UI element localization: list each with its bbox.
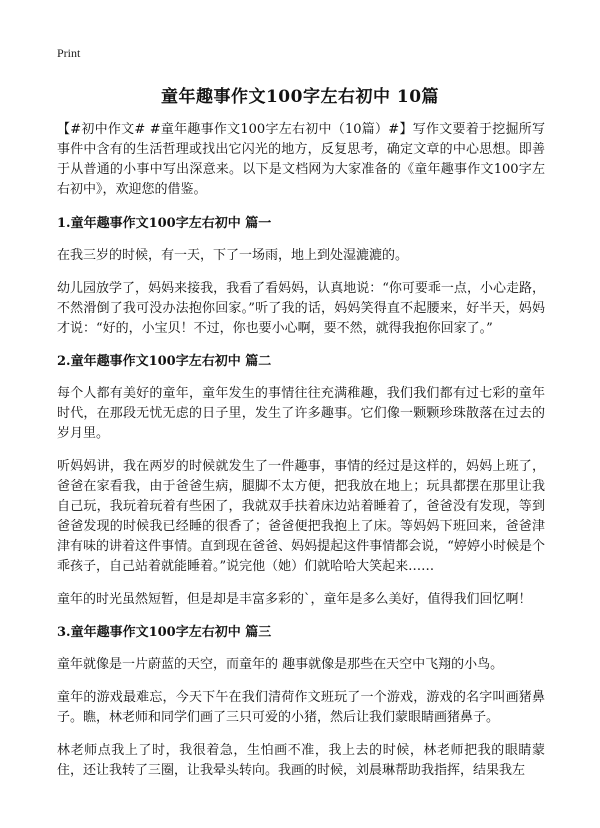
intro-paragraph: 【#初中作文# #童年趣事作文100字左右初中（10篇）#】写作文要着于挖掘所写事件中含有的生活哲理或找出它闪光的地方，反复思考，确定文章的中心思想。即善于从普通的小事中写出深意来。以下是文档网为大家准备的《童年趣事作文100字左右初中》，欢迎您的借鉴。	[57, 122, 545, 197]
paragraph: 听妈妈讲，我在两岁的时候就发生了一件趣事，事情的经过是这样的，妈妈上班了，爸爸在家看我，由于爸爸生病，腿脚不太方便，把我放在地上；玩具都摆在那里让我自己玩，我玩着玩着有些困了，我就双手扶着床边站着睡着了，爸爸没有发现，等到爸爸发现的时候我已经睡的很香了；爸爸便把我抱上了床。等妈妈下班回来，爸爸津津有味的讲着这件事情。直到现在爸爸、妈妈提起这件事情都会说，“婷婷小时候是个乖孩子，自己站着就能睡着。”说完他（她）们就哈哈大笑起来……	[57, 459, 545, 574]
section-2	[57, 352, 545, 610]
document-body	[57, 120, 545, 794]
paragraph: 童年就像是一片蔚蓝的天空，而童年的 趣事就像是那些在天空中飞翔的小鸟。	[57, 657, 504, 672]
print-label[interactable]: Print	[57, 46, 81, 60]
section-1	[57, 214, 545, 339]
paragraph: 每个人都有美好的童年，童年发生的事情往往充满稚趣，我们我们都有过七彩的童年时代，在那段无忧无虑的日子里，发生了许多趣事。它们像一颗颗珍珠散落在过去的岁月里。	[57, 386, 545, 441]
section-heading: 3.童年趣事作文100字左右初中 篇三	[57, 625, 272, 640]
section-3	[57, 623, 545, 781]
section-heading: 1.童年趣事作文100字左右初中 篇一	[57, 216, 272, 231]
section-heading: 2.童年趣事作文100字左右初中 篇二	[57, 354, 272, 369]
document-title: 童年趣事作文100字左右初中 10篇	[160, 87, 440, 107]
paragraph: 林老师点我上了时，我很着急，生怕画不准，我上去的时候，林老师把我的眼睛蒙住，还让我转了三圈，让我晕头转向。我画的时候，刘晨琳帮助我指挥，结果我左	[57, 743, 545, 778]
paragraph: 在我三岁的时候，有一天，下了一场雨，地上到处湿漉漉的。	[57, 248, 409, 263]
paragraph: 童年的时光虽然短暂，但是却是丰富多彩的`，童年是多么美好，值得我们回忆啊！	[57, 592, 532, 607]
paragraph: 幼儿园放学了，妈妈来接我，我看了看妈妈，认真地说：“你可要乖一点，小心走路，不然滑倒了我可没办法抱你回家。”听了我的话，妈妈笑得直不起腰来，好半天，妈妈才说：“好的，小宝贝！不过，你也要小心啊，要不然，就得我抱你回家了。”	[57, 281, 545, 336]
paragraph: 童年的游戏最难忘，今天下午在我们清荷作文班玩了一个游戏，游戏的名字叫画猪鼻子。瞧，林老师和同学们画了三只可爱的小猪，然后让我们蒙眼睛画猪鼻子。	[57, 690, 545, 725]
